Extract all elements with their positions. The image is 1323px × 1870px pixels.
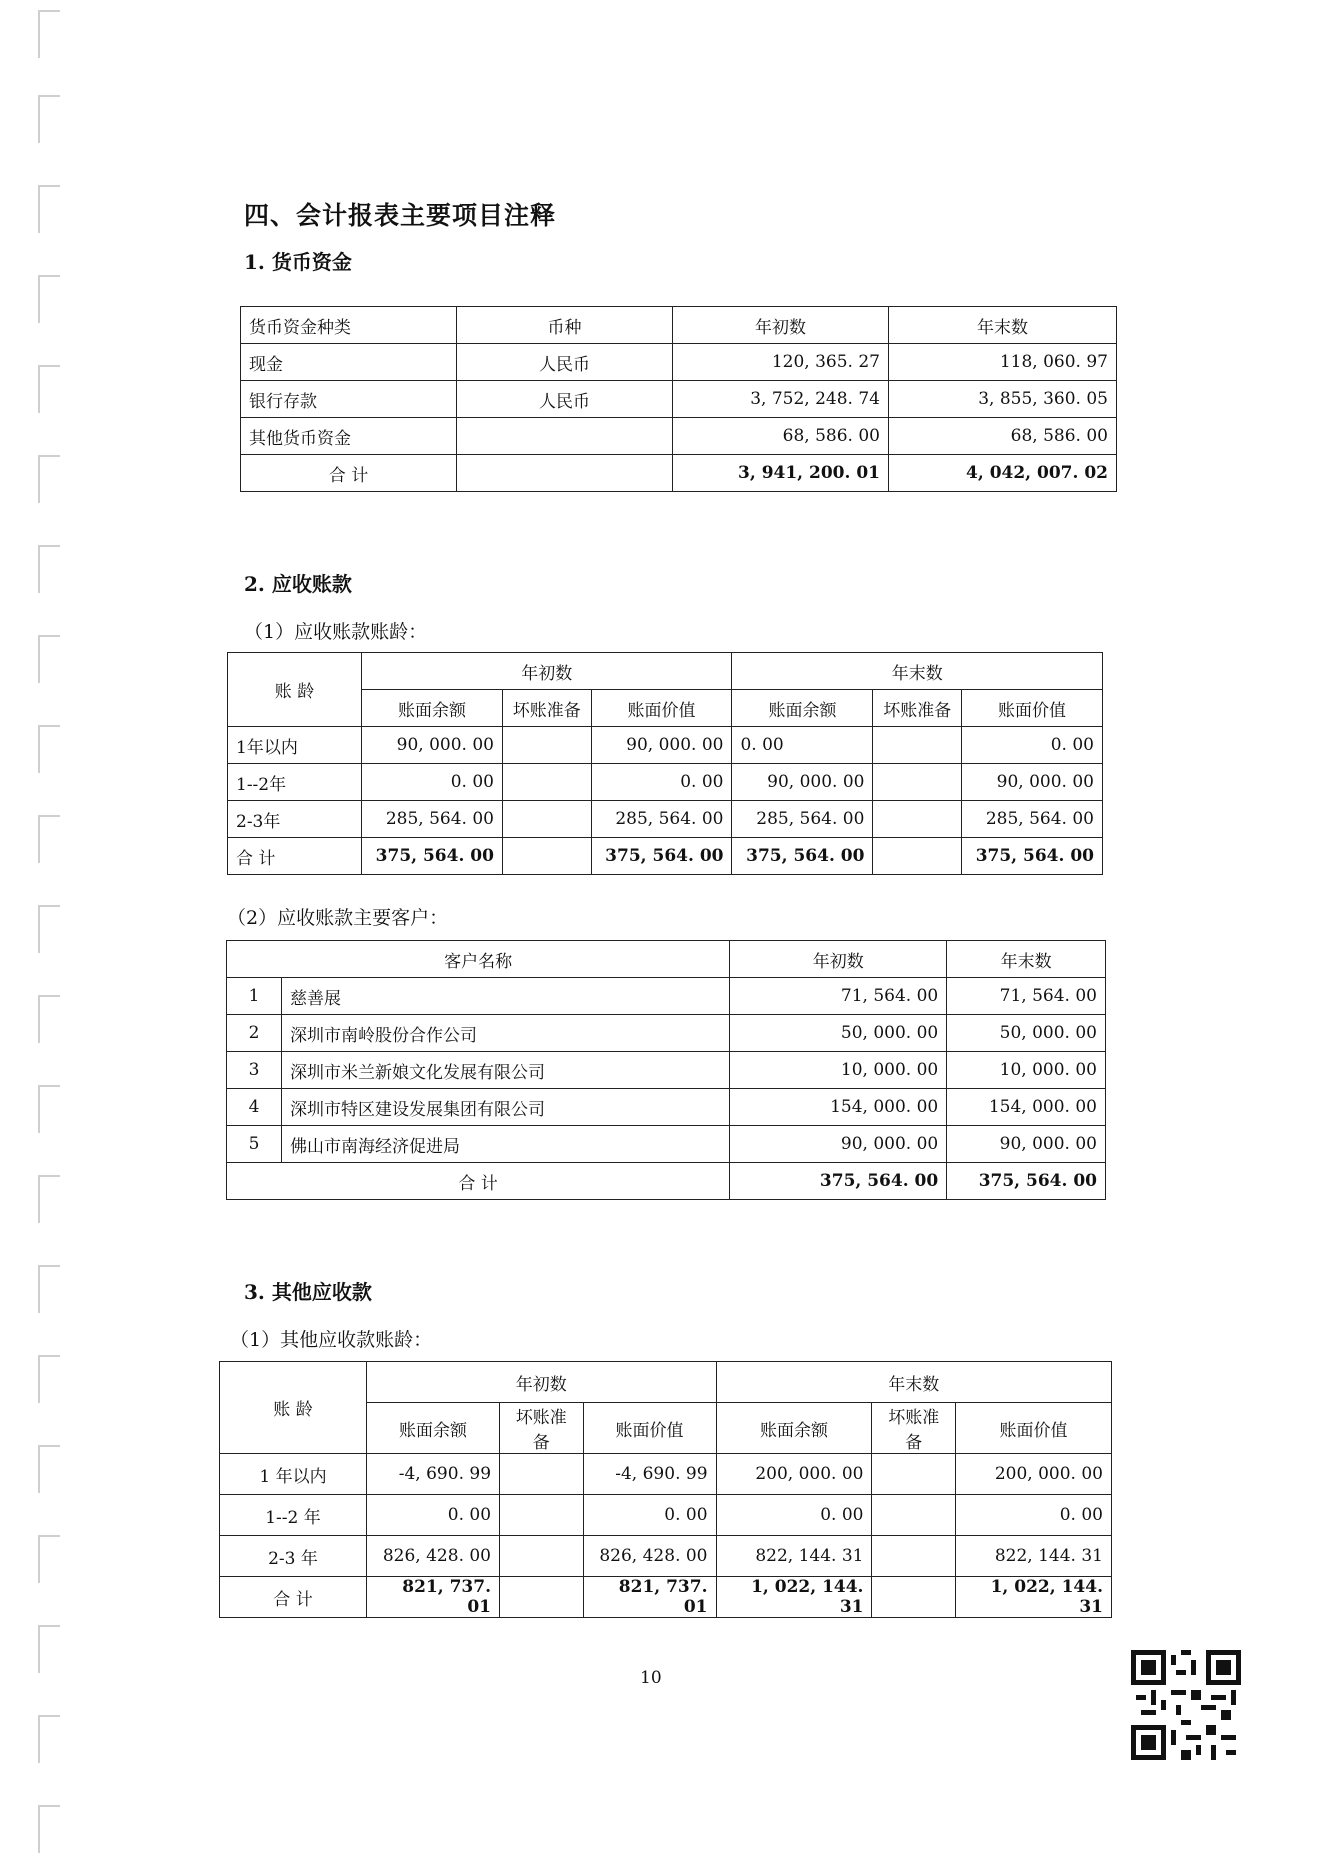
total-cell: 3, 941, 200. 01 xyxy=(673,455,889,492)
total-cell xyxy=(872,1577,955,1618)
total-cell: 375, 564. 00 xyxy=(732,838,873,875)
qr-code-icon xyxy=(1131,1650,1241,1760)
cell: 人民币 xyxy=(457,381,673,418)
total-cell: 1, 022, 144. 31 xyxy=(716,1577,872,1618)
table-row xyxy=(241,418,1117,455)
cell: 2-3年 xyxy=(228,801,362,838)
table-row xyxy=(228,764,1103,801)
total-cell: 4, 042, 007. 02 xyxy=(889,455,1117,492)
cell xyxy=(872,1454,955,1495)
customer-table xyxy=(226,940,1106,1200)
table-header-row xyxy=(227,941,1106,978)
header-cell: 账面价值 xyxy=(591,690,732,727)
cell: 50, 000. 00 xyxy=(730,1015,947,1052)
cell: 90, 000. 00 xyxy=(962,764,1103,801)
header-cell: 账面价值 xyxy=(962,690,1103,727)
header-cell: 坏账准备 xyxy=(872,1403,955,1454)
table-row xyxy=(227,978,1106,1015)
cell xyxy=(502,801,591,838)
total-cell: 375, 564. 00 xyxy=(730,1163,947,1200)
total-cell: 375, 564. 00 xyxy=(947,1163,1106,1200)
table-row xyxy=(241,381,1117,418)
cell: 120, 365. 27 xyxy=(673,344,889,381)
receivable-aging-table xyxy=(227,652,1103,875)
cell: 5 xyxy=(227,1126,282,1163)
cell: 人民币 xyxy=(457,344,673,381)
header-cell: 年初数 xyxy=(730,941,947,978)
total-label: 合 计 xyxy=(220,1577,367,1618)
cell xyxy=(500,1536,583,1577)
cell: 现金 xyxy=(241,344,457,381)
group-header-begin: 年初数 xyxy=(362,653,732,690)
table-row xyxy=(241,344,1117,381)
cell: 3, 855, 360. 05 xyxy=(889,381,1117,418)
cell: 3, 752, 248. 74 xyxy=(673,381,889,418)
table-row xyxy=(227,1126,1106,1163)
table-row xyxy=(227,1052,1106,1089)
cell: -4, 690. 99 xyxy=(367,1454,500,1495)
table-row xyxy=(227,1015,1106,1052)
cell: 1--2年 xyxy=(228,764,362,801)
total-cell: 821, 737. 01 xyxy=(583,1577,716,1618)
cell: 71, 564. 00 xyxy=(947,978,1106,1015)
cell: 0. 00 xyxy=(732,727,873,764)
table-total-row xyxy=(227,1163,1106,1200)
cell: 10, 000. 00 xyxy=(730,1052,947,1089)
cell: 慈善展 xyxy=(282,978,730,1015)
page-number: 10 xyxy=(640,1668,662,1688)
cell: 0. 00 xyxy=(367,1495,500,1536)
cell xyxy=(502,727,591,764)
header-cell: 年初数 xyxy=(673,307,889,344)
cell: 822, 144. 31 xyxy=(955,1536,1111,1577)
cell: 1 年以内 xyxy=(220,1454,367,1495)
table-row xyxy=(228,727,1103,764)
table-total-row xyxy=(228,838,1103,875)
header-cell: 账面余额 xyxy=(716,1403,872,1454)
cell: 200, 000. 00 xyxy=(716,1454,872,1495)
cell: 0. 00 xyxy=(583,1495,716,1536)
total-cell xyxy=(502,838,591,875)
cell: 0. 00 xyxy=(362,764,503,801)
cell xyxy=(873,764,962,801)
cell xyxy=(500,1454,583,1495)
cell: 90, 000. 00 xyxy=(362,727,503,764)
cell xyxy=(873,801,962,838)
cell: 68, 586. 00 xyxy=(889,418,1117,455)
group-header-end: 年末数 xyxy=(732,653,1103,690)
total-cell: 375, 564. 00 xyxy=(962,838,1103,875)
table-row xyxy=(220,1536,1112,1577)
cell: 90, 000. 00 xyxy=(732,764,873,801)
cell: 0. 00 xyxy=(955,1495,1111,1536)
age-header: 账 龄 xyxy=(220,1362,367,1454)
header-cell: 坏账准备 xyxy=(502,690,591,727)
age-header: 账 龄 xyxy=(228,653,362,727)
cell xyxy=(502,764,591,801)
cell: 154, 000. 00 xyxy=(947,1089,1106,1126)
cell: 深圳市南岭股份合作公司 xyxy=(282,1015,730,1052)
section-2-sub-2: （2）应收账款主要客户： xyxy=(227,907,449,929)
table-total-row xyxy=(241,455,1117,492)
cell xyxy=(872,1536,955,1577)
header-cell: 账面价值 xyxy=(955,1403,1111,1454)
cell: 4 xyxy=(227,1089,282,1126)
section-1-title: 1. 货币资金 xyxy=(244,250,352,274)
cell: 90, 000. 00 xyxy=(591,727,732,764)
table-total-row xyxy=(220,1577,1112,1618)
cell: 0. 00 xyxy=(962,727,1103,764)
cell: 285, 564. 00 xyxy=(591,801,732,838)
total-cell: 821, 737. 01 xyxy=(367,1577,500,1618)
cell: 0. 00 xyxy=(591,764,732,801)
table-row xyxy=(227,1089,1106,1126)
cell: 200, 000. 00 xyxy=(955,1454,1111,1495)
cell: 深圳市米兰新娘文化发展有限公司 xyxy=(282,1052,730,1089)
cell: 深圳市特区建设发展集团有限公司 xyxy=(282,1089,730,1126)
other-receivable-aging-table xyxy=(219,1361,1112,1618)
total-label: 合 计 xyxy=(227,1163,730,1200)
table-row xyxy=(220,1495,1112,1536)
header-cell: 年末数 xyxy=(947,941,1106,978)
section-2-title: 2. 应收账款 xyxy=(244,572,352,596)
cell: 826, 428. 00 xyxy=(367,1536,500,1577)
header-cell: 货币资金种类 xyxy=(241,307,457,344)
cell: 68, 586. 00 xyxy=(673,418,889,455)
cell: 其他货币资金 xyxy=(241,418,457,455)
total-cell: 375, 564. 00 xyxy=(362,838,503,875)
header-cell: 币种 xyxy=(457,307,673,344)
total-cell: 1, 022, 144. 31 xyxy=(955,1577,1111,1618)
header-cell: 年末数 xyxy=(889,307,1117,344)
total-cell xyxy=(873,838,962,875)
header-cell: 账面价值 xyxy=(583,1403,716,1454)
total-label: 合 计 xyxy=(228,838,362,875)
header-cell: 客户名称 xyxy=(227,941,730,978)
header-cell: 账面余额 xyxy=(362,690,503,727)
cell: 1--2 年 xyxy=(220,1495,367,1536)
cell: 2 xyxy=(227,1015,282,1052)
header-cell: 坏账准备 xyxy=(500,1403,583,1454)
cell xyxy=(872,1495,955,1536)
cell: 2-3 年 xyxy=(220,1536,367,1577)
table-header-row xyxy=(241,307,1117,344)
total-cell xyxy=(500,1577,583,1618)
cell xyxy=(500,1495,583,1536)
cell: 90, 000. 00 xyxy=(730,1126,947,1163)
cell: 90, 000. 00 xyxy=(947,1126,1106,1163)
total-label: 合 计 xyxy=(241,455,457,492)
cell: 银行存款 xyxy=(241,381,457,418)
cell: 118, 060. 97 xyxy=(889,344,1117,381)
cell: 10, 000. 00 xyxy=(947,1052,1106,1089)
header-cell: 坏账准备 xyxy=(873,690,962,727)
table-row xyxy=(220,1454,1112,1495)
cell: 1 xyxy=(227,978,282,1015)
header-cell: 账面余额 xyxy=(732,690,873,727)
cell: 0. 00 xyxy=(716,1495,872,1536)
cell: 285, 564. 00 xyxy=(732,801,873,838)
cell: 佛山市南海经济促进局 xyxy=(282,1126,730,1163)
section-3-sub-1: （1）其他应收款账龄： xyxy=(230,1329,433,1351)
cell: -4, 690. 99 xyxy=(583,1454,716,1495)
cell: 822, 144. 31 xyxy=(716,1536,872,1577)
page-title: 四、会计报表主要项目注释 xyxy=(244,201,557,230)
cash-table xyxy=(240,306,1117,492)
cell xyxy=(873,727,962,764)
section-2-sub-1: （1）应收账款账龄： xyxy=(244,621,428,643)
cell xyxy=(457,418,673,455)
group-header-begin: 年初数 xyxy=(367,1362,717,1403)
cell xyxy=(457,455,673,492)
cell: 3 xyxy=(227,1052,282,1089)
table-row xyxy=(228,801,1103,838)
cell: 1年以内 xyxy=(228,727,362,764)
cell: 285, 564. 00 xyxy=(362,801,503,838)
header-cell: 账面余额 xyxy=(367,1403,500,1454)
cell: 826, 428. 00 xyxy=(583,1536,716,1577)
cell: 50, 000. 00 xyxy=(947,1015,1106,1052)
cell: 71, 564. 00 xyxy=(730,978,947,1015)
group-header-end: 年末数 xyxy=(716,1362,1111,1403)
cell: 154, 000. 00 xyxy=(730,1089,947,1126)
cell: 285, 564. 00 xyxy=(962,801,1103,838)
section-3-title: 3. 其他应收款 xyxy=(244,1280,372,1304)
total-cell: 375, 564. 00 xyxy=(591,838,732,875)
